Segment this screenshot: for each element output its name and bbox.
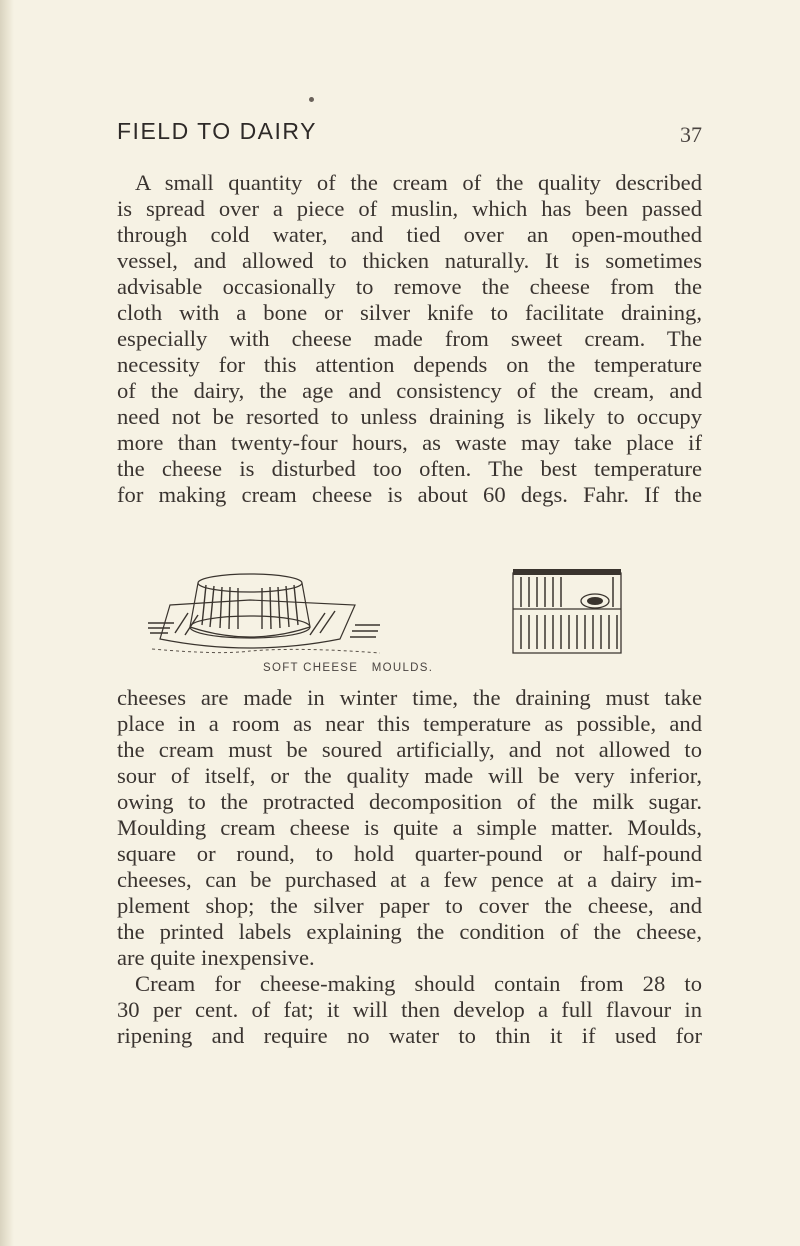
text-line: Cream for cheese-making should contain from 28 to [135, 971, 702, 996]
paragraph-3 [117, 971, 702, 1049]
text-line: owing to the protracted decomposition of the milk sugar. [117, 789, 702, 814]
text-line: especially with cheese made from sweet cream. The [117, 326, 702, 351]
page-header [117, 118, 702, 158]
paragraph-2 [117, 685, 702, 971]
text-line: the cheese is disturbed too often. The best temperature [117, 456, 702, 481]
text-line: square or round, to hold quarter-pound or half-pound [117, 841, 702, 866]
round-mould-illustration [140, 565, 390, 660]
text-line: necessity for this attention depends on the temperature [117, 352, 702, 377]
ornament-dot [309, 97, 314, 102]
running-head: FIELD TO DAIRY [117, 118, 317, 144]
text-line: the printed labels explaining the condition of the cheese, [117, 919, 702, 944]
square-mould-illustration [509, 565, 625, 660]
text-line: need not be resorted to unless draining is likely to occupy [117, 404, 702, 429]
text-line: of the dairy, the age and consistency of the cream, and [117, 378, 702, 403]
paragraph-1 [117, 170, 702, 508]
text-line: vessel, and allowed to thicken naturally. It is sometimes [117, 248, 702, 273]
text-line: sour of itself, or the quality made will be very inferior, [117, 763, 702, 788]
text-line: place in a room as near this temperature as possible, and [117, 711, 702, 736]
text-line: A small quantity of the cream of the quality described [135, 170, 702, 195]
text-line: ripening and require no water to thin it if used for [117, 1023, 702, 1048]
text-line: plement shop; the silver paper to cover the cheese, and [117, 893, 702, 918]
text-line: advisable occasionally to remove the cheese from the [117, 274, 702, 299]
text-line: are quite inexpensive. [117, 945, 315, 970]
figure-caption: SOFT CHEESE MOULDS. [263, 662, 434, 674]
page-binding-edge [0, 0, 14, 1246]
page-number: 37 [680, 122, 702, 147]
text-line: the cream must be soured artificially, and not allowed to [117, 737, 702, 762]
text-line: cloth with a bone or silver knife to facilitate draining, [117, 300, 702, 325]
text-line: for making cream cheese is about 60 degs. Fahr. If the [117, 482, 702, 507]
text-line: through cold water, and tied over an open-mouthed [117, 222, 702, 247]
text-line: more than twenty-four hours, as waste may take place if [117, 430, 702, 455]
moulds-figure [117, 565, 702, 675]
text-line: Moulding cream cheese is quite a simple matter. Moulds, [117, 815, 702, 840]
text-line: 30 per cent. of fat; it will then develop a full flavour in [117, 997, 702, 1022]
text-line: is spread over a piece of muslin, which has been passed [117, 196, 702, 221]
text-line: cheeses, can be purchased at a few pence at a dairy im- [117, 867, 702, 892]
text-line: cheeses are made in winter time, the draining must take [117, 685, 702, 710]
